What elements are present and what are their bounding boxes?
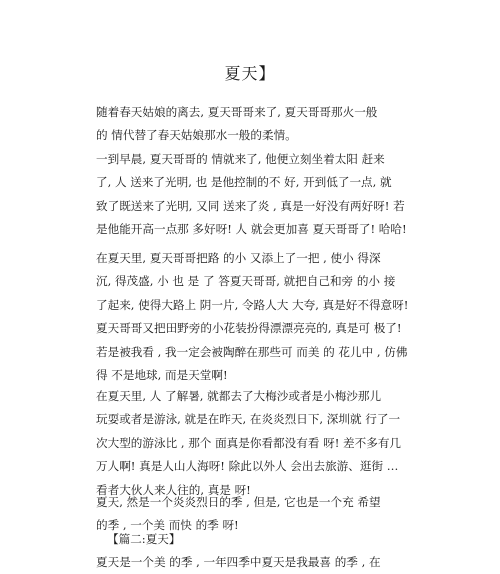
- paragraph-line: 了, 人 送来了光明, 也 是他控制的不 好, 开到低了一点, 就: [96, 175, 392, 190]
- paragraph-line: 了起来, 使得大路上 阴一片, 令路人大 大夸, 真是好不得意呀!: [96, 297, 409, 312]
- paragraph-4: [96, 385, 408, 502]
- section-heading: 【篇二:夏天】: [107, 532, 181, 546]
- paragraph-line: 得 不是地球, 而是天堂啊!: [96, 368, 228, 383]
- paragraph-2: [96, 148, 408, 242]
- paragraph-line: 沉, 得茂盛, 小 也 是 了 答夏天哥哥, 就把自己和旁 的小 接: [96, 274, 396, 289]
- paragraph-line: 随着春天姑娘的离去, 夏天哥哥来了, 夏天哥哥那火一般: [96, 105, 378, 119]
- paragraph-3: [96, 247, 408, 387]
- paragraph-line: 看者大伙人来人往的, 真是 呀!: [96, 482, 251, 497]
- paragraph-line: 致了既送来了光明, 又同 送来了炎 , 真是一好没有两好呀! 若: [96, 198, 405, 213]
- paragraph-line: 在夏天里, 夏天哥哥把路 的小 又添上了一把 , 使小 得深: [96, 251, 381, 265]
- paragraph-line: 一到早晨, 夏天哥哥的 情就来了, 他便立刻坐着太阳 赶来: [96, 152, 385, 166]
- paragraph-line: 次大型的游泳比 , 那个 面真是你看都没有看 呀! 差不多有几: [96, 435, 402, 450]
- paragraph-line: 若是被我看 , 我一定会被陶醉在那些可 而美 的 花儿中 , 仿佛: [96, 344, 408, 359]
- paragraph-1: [96, 101, 408, 148]
- paragraph-line: 的季 , 一个美 而快 的季 呀!: [96, 518, 239, 533]
- paragraph-line: 的 情代替了春天姑娘那水一般的柔情。: [96, 128, 297, 143]
- paragraph-line: 夏天是一个美 的季 , 一年四季中夏天是我最喜 的季 , 在: [96, 555, 381, 569]
- paragraph-line: 夏天哥哥又把田野旁的小花装扮得漂漂亮亮的, 真是可 极了!: [96, 321, 402, 336]
- paragraph-line: 夏天, 然是一个炎炎烈日的季 , 但是, 它也是一个充 希望: [96, 495, 381, 509]
- paragraph-line: 万人啊! 真是人山人海呀! 除此以外人 会出去旅游、逛街 …: [96, 459, 399, 474]
- paragraph-line: 玩耍或者是游泳, 就是在昨天, 在炎炎烈日下, 深圳就 行了一: [96, 412, 401, 427]
- paragraph-6-partial: [96, 551, 408, 574]
- page-title: 夏天】: [224, 64, 276, 83]
- paragraph-line: 在夏天里, 人 了解暑, 就都去了大梅沙或者是小梅沙那儿: [96, 389, 382, 403]
- paragraph-line: 是他能开高一点那 多好呀! 人 就会更加喜 夏天哥哥了! 哈哈!: [96, 222, 407, 237]
